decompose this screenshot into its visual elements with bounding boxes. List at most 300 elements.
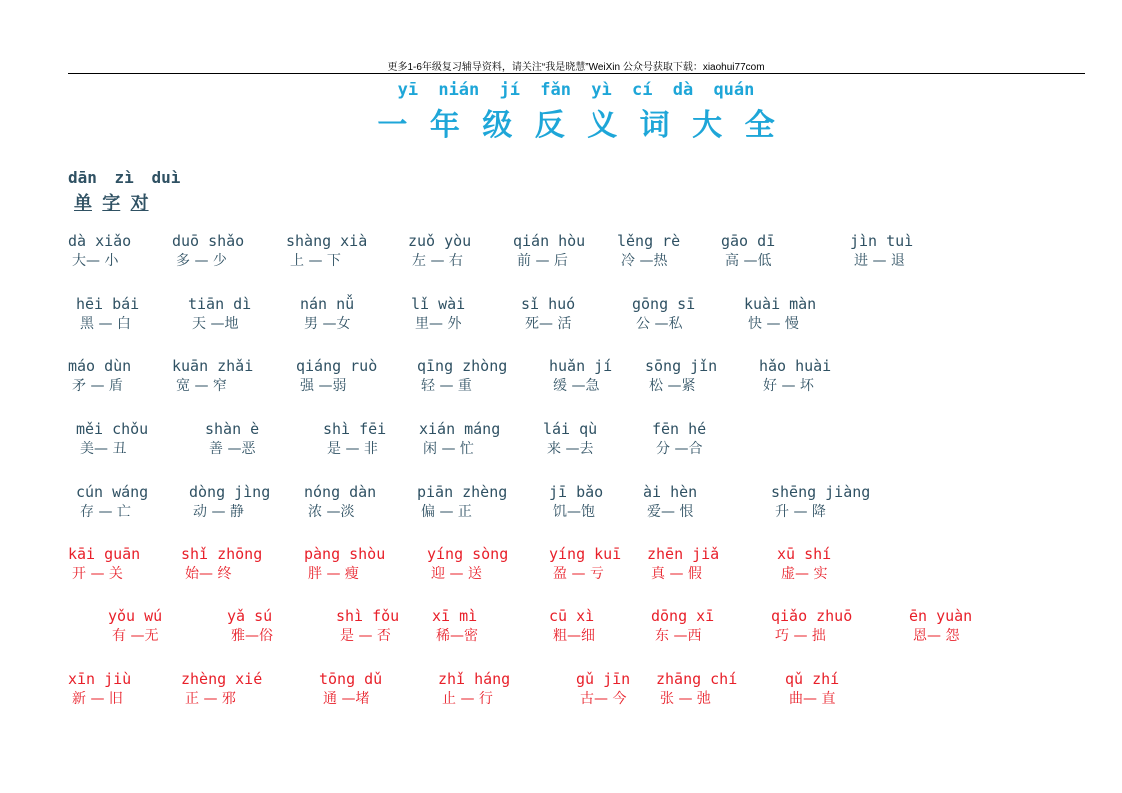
- title-pinyin-syllable: nián: [438, 80, 480, 100]
- pair-hanzi: 迎 — 送: [431, 566, 482, 582]
- pinyin-syllable: xì: [576, 607, 595, 625]
- pinyin-syllable: lěng: [617, 232, 654, 250]
- pinyin-syllable: qiáng: [296, 357, 342, 375]
- antonym-pair: [304, 482, 385, 522]
- pinyin-syllable: jiǎ: [692, 545, 720, 563]
- pair-hanzi: 存 — 亡: [80, 504, 131, 520]
- pair-hanzi: 浓 —淡: [308, 504, 355, 520]
- pair-pinyin: [656, 669, 746, 689]
- pinyin-syllable: xià: [340, 232, 368, 250]
- pinyin-syllable: qián: [513, 232, 550, 250]
- pair-hanzi: 通 —堵: [323, 691, 370, 707]
- antonym-pair: [108, 606, 171, 646]
- antonym-pair: [68, 669, 140, 709]
- antonym-pair: [651, 606, 723, 646]
- pair-pinyin: [296, 356, 386, 376]
- pair-pinyin: [785, 669, 848, 689]
- antonym-pair: [632, 294, 704, 334]
- pinyin-syllable: wài: [438, 295, 466, 313]
- pair-hanzi: 上 — 下: [290, 253, 341, 269]
- pair-pinyin: [286, 231, 376, 251]
- pinyin-syllable: yuàn: [936, 607, 973, 625]
- antonym-pair: [411, 294, 474, 334]
- antonym-pair: [549, 544, 630, 584]
- pair-hanzi: 东 —西: [655, 628, 702, 644]
- pinyin-syllable: huǎn: [549, 357, 586, 375]
- pair-pinyin: [68, 669, 140, 689]
- pair-pinyin: [647, 544, 728, 564]
- antonym-pair: [771, 606, 861, 646]
- pinyin-syllable: è: [250, 420, 260, 438]
- pinyin-syllable: jīn: [603, 670, 631, 688]
- pinyin-syllable: guān: [104, 545, 141, 563]
- pair-hanzi: 偏 — 正: [421, 504, 472, 520]
- antonym-pair: [68, 231, 140, 271]
- antonym-pair: [336, 606, 408, 646]
- pair-pinyin: [549, 482, 612, 502]
- pinyin-syllable: zhí: [812, 670, 840, 688]
- pair-pinyin: [68, 544, 149, 564]
- antonym-pair: [300, 294, 363, 334]
- pinyin-syllable: měi: [76, 420, 104, 438]
- pair-pinyin: [549, 356, 621, 376]
- pinyin-syllable: hèn: [670, 483, 698, 501]
- pinyin-syllable: shì: [323, 420, 351, 438]
- pair-pinyin: [850, 231, 922, 251]
- pinyin-syllable: rè: [662, 232, 681, 250]
- pair-hanzi: 缓 —急: [553, 378, 600, 394]
- pinyin-syllable: wú: [144, 607, 163, 625]
- pinyin-syllable: máng: [464, 420, 501, 438]
- pinyin-syllable: sī: [677, 295, 696, 313]
- pinyin-syllable: shàn: [205, 420, 242, 438]
- title-character: 年: [429, 108, 460, 143]
- pinyin-syllable: tuì: [886, 232, 914, 250]
- antonym-pair: [76, 294, 148, 334]
- antonym-pair: [521, 294, 584, 334]
- pinyin-syllable: hòu: [558, 232, 586, 250]
- pinyin-syllable: shǐ: [181, 545, 209, 563]
- pair-pinyin: [205, 419, 268, 439]
- antonym-pair: [549, 606, 603, 646]
- pair-pinyin: [189, 482, 279, 502]
- pinyin-syllable: yíng: [549, 545, 586, 563]
- pinyin-syllable: ruò: [350, 357, 378, 375]
- pair-pinyin: [645, 356, 726, 376]
- pair-pinyin: [771, 606, 861, 626]
- pair-hanzi: 好 — 坏: [763, 378, 814, 394]
- pinyin-syllable: xián: [419, 420, 456, 438]
- title-pinyin-syllable: yī: [397, 80, 419, 100]
- section-pinyin-syllable: duì: [151, 168, 181, 187]
- pinyin-syllable: xū: [777, 545, 796, 563]
- pinyin-syllable: xī: [432, 607, 451, 625]
- antonym-pair: [643, 482, 706, 522]
- pair-hanzi: 止 — 行: [442, 691, 493, 707]
- pinyin-syllable: màn: [789, 295, 817, 313]
- pair-hanzi: 动 — 静: [193, 504, 244, 520]
- pinyin-syllable: lái: [543, 420, 571, 438]
- antonym-pair: [645, 356, 726, 396]
- pinyin-syllable: sǐ: [521, 295, 540, 313]
- pair-hanzi: 是 — 否: [340, 628, 391, 644]
- pair-pinyin: [744, 294, 825, 314]
- pair-pinyin: [172, 356, 262, 376]
- pinyin-syllable: cún: [76, 483, 104, 501]
- antonym-pair: [759, 356, 840, 396]
- antonym-pair: [647, 544, 728, 584]
- pinyin-syllable: bǎo: [576, 483, 604, 501]
- pinyin-syllable: dàn: [349, 483, 377, 501]
- pair-hanzi: 公 —私: [636, 316, 683, 332]
- pinyin-syllable: dī: [757, 232, 776, 250]
- pair-pinyin: [549, 544, 630, 564]
- pair-hanzi: 矛 — 盾: [72, 378, 123, 394]
- antonym-pair: [181, 669, 271, 709]
- antonym-pair: [513, 231, 594, 271]
- pinyin-syllable: hǎo: [759, 357, 787, 375]
- section-character: 对: [130, 193, 149, 214]
- pair-hanzi: 多 — 少: [176, 253, 227, 269]
- pair-hanzi: 张 — 弛: [660, 691, 711, 707]
- pair-pinyin: [181, 669, 271, 689]
- pinyin-syllable: zuǒ: [408, 232, 436, 250]
- pinyin-syllable: shì: [336, 607, 364, 625]
- antonym-pair: [909, 606, 981, 646]
- pinyin-syllable: jìng: [234, 483, 271, 501]
- pair-hanzi: 快 — 慢: [748, 316, 799, 332]
- pair-pinyin: [408, 231, 480, 251]
- pair-hanzi: 盈 — 亏: [553, 566, 604, 582]
- pinyin-syllable: gāo: [721, 232, 749, 250]
- antonym-pair: [323, 419, 395, 459]
- antonym-pair: [172, 356, 262, 396]
- pinyin-syllable: xié: [235, 670, 263, 688]
- pair-hanzi: 前 — 后: [517, 253, 568, 269]
- pinyin-syllable: kuài: [744, 295, 781, 313]
- pinyin-syllable: háng: [474, 670, 511, 688]
- pair-pinyin: [771, 482, 879, 502]
- pinyin-syllable: ēn: [909, 607, 928, 625]
- pinyin-syllable: jī: [549, 483, 568, 501]
- pinyin-syllable: dùn: [104, 357, 132, 375]
- pinyin-syllable: zhuō: [816, 607, 853, 625]
- pair-hanzi: 饥—饱: [553, 504, 595, 520]
- pinyin-syllable: qīng: [417, 357, 454, 375]
- pinyin-syllable: xiǎo: [95, 232, 132, 250]
- pair-hanzi: 宽 — 窄: [176, 378, 227, 394]
- pair-hanzi: 正 — 邪: [185, 691, 236, 707]
- pair-hanzi: 曲— 直: [789, 691, 836, 707]
- pinyin-syllable: shí: [804, 545, 832, 563]
- pair-hanzi: 里— 外: [415, 316, 462, 332]
- pair-hanzi: 分 —合: [656, 441, 703, 457]
- pair-hanzi: 进 — 退: [854, 253, 905, 269]
- pair-pinyin: [227, 606, 281, 626]
- antonym-pair: [543, 419, 606, 459]
- pinyin-syllable: lǐ: [411, 295, 430, 313]
- pinyin-syllable: máo: [68, 357, 96, 375]
- pair-hanzi: 新 — 旧: [72, 691, 123, 707]
- pair-pinyin: [304, 544, 394, 564]
- pair-pinyin: [576, 669, 639, 689]
- pinyin-syllable: gōng: [632, 295, 669, 313]
- title-character: 义: [587, 108, 618, 143]
- pair-pinyin: [76, 419, 157, 439]
- antonym-pair: [438, 669, 519, 709]
- pinyin-syllable: xīn: [68, 670, 96, 688]
- pinyin-syllable: dōng: [651, 607, 688, 625]
- pair-hanzi: 天 —地: [192, 316, 239, 332]
- title-character: 反: [534, 108, 565, 143]
- antonym-pair: [68, 544, 149, 584]
- pinyin-syllable: fǒu: [372, 607, 400, 625]
- title-pinyin-syllable: yì: [591, 80, 612, 100]
- antonym-pair: [652, 419, 715, 459]
- pair-hanzi: 恩— 怨: [913, 628, 960, 644]
- antonym-pair: [181, 544, 271, 584]
- pair-hanzi: 巧 — 拙: [775, 628, 826, 644]
- pinyin-syllable: jiù: [104, 670, 132, 688]
- pinyin-syllable: kāi: [68, 545, 96, 563]
- header-note: 更多1-6年级复习辅导资料，请关注“我是晓慧”WeiXin 公众号获取下载：xiaohui77com: [387, 62, 765, 73]
- antonym-pair: [721, 231, 784, 271]
- pair-hanzi: 稀—密: [436, 628, 478, 644]
- pinyin-syllable: tōng: [319, 670, 356, 688]
- pinyin-syllable: kuī: [594, 545, 622, 563]
- antonym-pair: [777, 544, 840, 584]
- pair-hanzi: 真 — 假: [651, 566, 702, 582]
- pair-pinyin: [427, 544, 517, 564]
- pinyin-syllable: xī: [696, 607, 715, 625]
- page-title: [0, 100, 1122, 144]
- pinyin-syllable: yǎ: [227, 607, 246, 625]
- pair-hanzi: 强 —弱: [300, 378, 347, 394]
- pinyin-syllable: kuān: [172, 357, 209, 375]
- title-character: 全: [744, 108, 775, 143]
- pinyin-syllable: zhèng: [462, 483, 508, 501]
- pinyin-syllable: shǎo: [208, 232, 245, 250]
- antonym-pair: [76, 419, 157, 459]
- pair-hanzi: 松 —紧: [649, 378, 696, 394]
- pair-pinyin: [323, 419, 395, 439]
- pinyin-syllable: wáng: [112, 483, 149, 501]
- pinyin-syllable: nǚ: [336, 295, 355, 313]
- pinyin-syllable: zhōng: [217, 545, 263, 563]
- title-pinyin-syllable: cí: [631, 80, 653, 100]
- pinyin-syllable: dà: [68, 232, 87, 250]
- antonym-pair: [427, 544, 517, 584]
- section-character: 单: [74, 193, 92, 214]
- pinyin-syllable: huài: [795, 357, 832, 375]
- pair-hanzi: 冷 —热: [621, 253, 668, 269]
- pair-hanzi: 胖 — 瘦: [308, 566, 359, 582]
- pair-hanzi: 高 —低: [725, 253, 772, 269]
- antonym-pair: [286, 231, 376, 271]
- title-pinyin-syllable: fǎn: [540, 80, 571, 100]
- pair-pinyin: [721, 231, 784, 251]
- pair-hanzi: 始— 终: [185, 566, 232, 582]
- pair-pinyin: [617, 231, 689, 251]
- pinyin-syllable: zhāng: [656, 670, 702, 688]
- pinyin-syllable: gǔ: [576, 670, 595, 688]
- pinyin-syllable: yíng: [427, 545, 464, 563]
- pinyin-syllable: pàng: [304, 545, 341, 563]
- antonym-pair: [205, 419, 268, 459]
- pair-pinyin: [304, 482, 385, 502]
- pinyin-syllable: shòu: [349, 545, 386, 563]
- pair-pinyin: [417, 482, 516, 502]
- pinyin-syllable: yǒu: [108, 607, 136, 625]
- title-character: 级: [482, 108, 513, 143]
- pair-pinyin: [336, 606, 408, 626]
- title-pinyin-syllable: jí: [499, 80, 521, 100]
- pair-hanzi: 升 — 降: [775, 504, 826, 520]
- antonym-pair: [656, 669, 746, 709]
- pair-pinyin: [68, 356, 140, 376]
- pinyin-syllable: sú: [254, 607, 273, 625]
- pinyin-syllable: hēi: [76, 295, 104, 313]
- pair-pinyin: [68, 231, 140, 251]
- pinyin-syllable: dǔ: [364, 670, 383, 688]
- pair-pinyin: [300, 294, 363, 314]
- antonym-pair: [296, 356, 386, 396]
- pair-hanzi: 闲 — 忙: [423, 441, 474, 457]
- pinyin-syllable: zhǐ: [438, 670, 466, 688]
- antonym-pair: [319, 669, 391, 709]
- pinyin-syllable: jìn: [850, 232, 878, 250]
- antonym-pair: [172, 231, 253, 271]
- pair-pinyin: [759, 356, 840, 376]
- section-pinyin: [68, 168, 188, 187]
- pinyin-syllable: yòu: [444, 232, 472, 250]
- pinyin-syllable: huó: [548, 295, 576, 313]
- pinyin-syllable: ài: [643, 483, 662, 501]
- pair-hanzi: 粗—细: [553, 628, 595, 644]
- pinyin-syllable: zhòng: [462, 357, 508, 375]
- pair-hanzi: 来 —去: [547, 441, 594, 457]
- pair-pinyin: [651, 606, 723, 626]
- section-pinyin-syllable: dān: [68, 168, 97, 187]
- pair-hanzi: 古— 今: [580, 691, 627, 707]
- pinyin-syllable: sòng: [472, 545, 509, 563]
- pinyin-syllable: jí: [594, 357, 613, 375]
- pair-hanzi: 有 —无: [112, 628, 159, 644]
- pinyin-syllable: tiān: [188, 295, 225, 313]
- pinyin-syllable: qù: [579, 420, 598, 438]
- pair-hanzi: 大— 小: [72, 253, 119, 269]
- pair-pinyin: [417, 356, 516, 376]
- pair-pinyin: [777, 544, 840, 564]
- antonym-pair: [227, 606, 281, 646]
- pair-pinyin: [643, 482, 706, 502]
- pair-pinyin: [76, 482, 157, 502]
- pair-hanzi: 虚— 实: [781, 566, 828, 582]
- antonym-pair: [189, 482, 279, 522]
- pinyin-syllable: fēn: [652, 420, 680, 438]
- pinyin-syllable: chí: [710, 670, 738, 688]
- pair-hanzi: 死— 活: [525, 316, 572, 332]
- pair-hanzi: 黑 — 白: [80, 316, 131, 332]
- antonym-pair: [68, 356, 140, 396]
- pair-pinyin: [438, 669, 519, 689]
- pair-pinyin: [549, 606, 603, 626]
- pinyin-syllable: nán: [300, 295, 328, 313]
- pair-pinyin: [188, 294, 260, 314]
- antonym-pair: [850, 231, 922, 271]
- header-divider: [68, 73, 1085, 74]
- pinyin-syllable: cū: [549, 607, 568, 625]
- pinyin-syllable: zhǎi: [217, 357, 254, 375]
- pinyin-syllable: zhēn: [647, 545, 684, 563]
- pair-pinyin: [432, 606, 486, 626]
- antonym-pair: [549, 356, 621, 396]
- pinyin-syllable: dòng: [189, 483, 226, 501]
- pair-hanzi: 开 — 关: [72, 566, 123, 582]
- pinyin-syllable: fēi: [359, 420, 387, 438]
- pair-pinyin: [319, 669, 391, 689]
- pinyin-syllable: bái: [112, 295, 140, 313]
- pair-pinyin: [411, 294, 474, 314]
- pinyin-syllable: duō: [172, 232, 200, 250]
- pair-pinyin: [521, 294, 584, 314]
- section-heading: [74, 189, 153, 215]
- antonym-pair: [417, 356, 516, 396]
- pinyin-syllable: sōng: [645, 357, 682, 375]
- antonym-pair: [188, 294, 260, 334]
- pair-pinyin: [632, 294, 704, 314]
- pinyin-syllable: jiàng: [825, 483, 871, 501]
- title-character: 一: [377, 108, 408, 143]
- antonym-pair: [771, 482, 879, 522]
- title-pinyin-syllable: dà: [672, 80, 694, 100]
- pinyin-syllable: qǔ: [785, 670, 804, 688]
- antonym-pair: [549, 482, 612, 522]
- pair-pinyin: [181, 544, 271, 564]
- title-character: 词: [639, 108, 670, 143]
- pair-hanzi: 雅—俗: [231, 628, 273, 644]
- antonym-pair: [617, 231, 689, 271]
- pair-pinyin: [76, 294, 148, 314]
- pair-pinyin: [419, 419, 509, 439]
- pair-hanzi: 美— 丑: [80, 441, 127, 457]
- pair-pinyin: [172, 231, 253, 251]
- title-character: 大: [692, 108, 723, 143]
- pair-hanzi: 轻 — 重: [421, 378, 472, 394]
- pinyin-syllable: chǒu: [112, 420, 149, 438]
- pair-pinyin: [543, 419, 606, 439]
- pair-hanzi: 爱— 恨: [647, 504, 694, 520]
- pinyin-syllable: zhèng: [181, 670, 227, 688]
- pinyin-syllable: shàng: [286, 232, 332, 250]
- antonym-pair: [744, 294, 825, 334]
- pair-pinyin: [909, 606, 981, 626]
- antonym-pair: [417, 482, 516, 522]
- title-pinyin-syllable: quán: [713, 80, 755, 100]
- pinyin-syllable: jǐn: [690, 357, 718, 375]
- pair-pinyin: [652, 419, 715, 439]
- pinyin-syllable: nóng: [304, 483, 341, 501]
- pair-pinyin: [108, 606, 171, 626]
- antonym-pair: [785, 669, 848, 709]
- antonym-pair: [76, 482, 157, 522]
- antonym-pair: [576, 669, 639, 709]
- pinyin-syllable: piān: [417, 483, 454, 501]
- pair-hanzi: 左 — 右: [412, 253, 463, 269]
- pinyin-syllable: shēng: [771, 483, 817, 501]
- pair-hanzi: 是 — 非: [327, 441, 378, 457]
- pinyin-syllable: mì: [459, 607, 478, 625]
